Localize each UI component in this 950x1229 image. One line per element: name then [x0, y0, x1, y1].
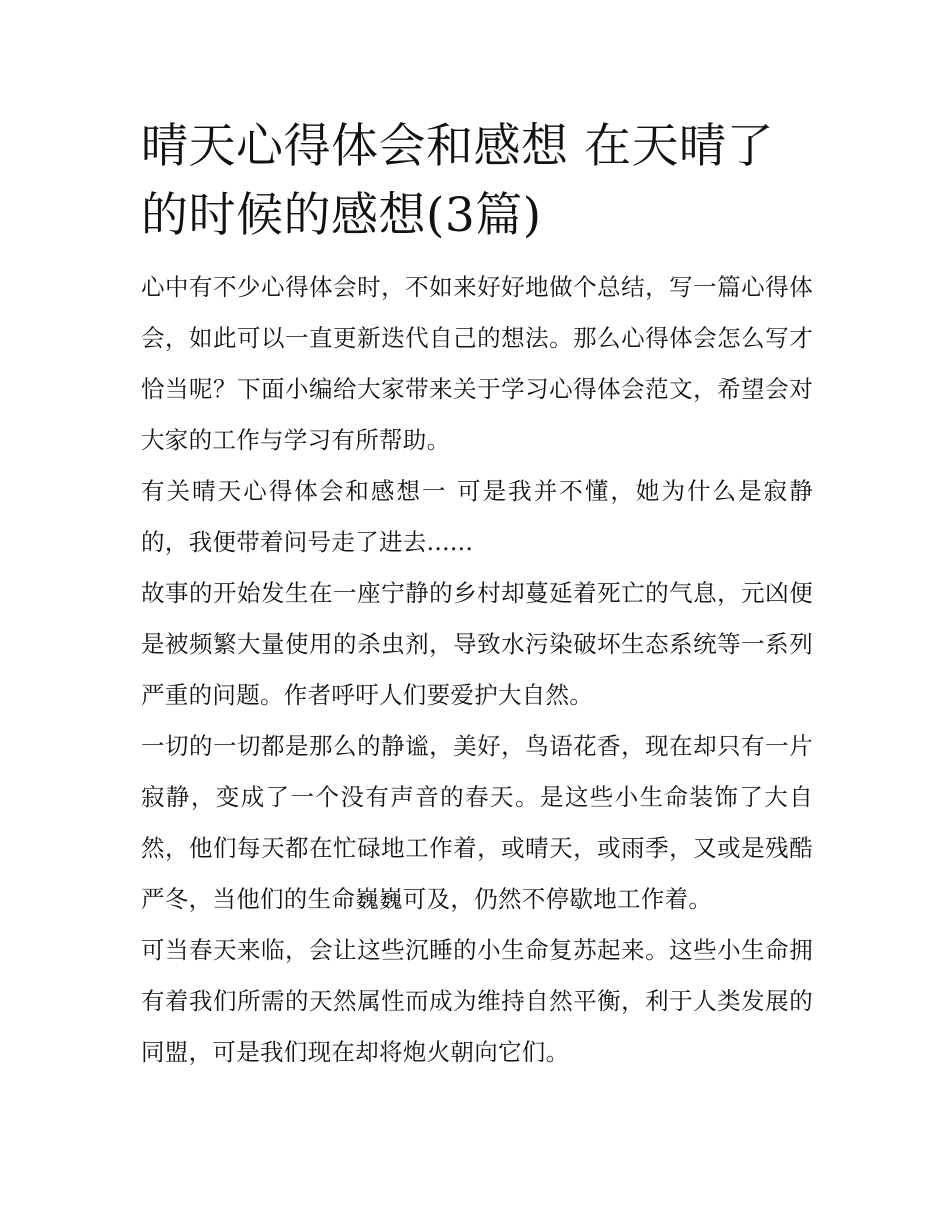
paragraph-spring: 可当春天来临，会让这些沉睡的小生命复苏起来。这些小生命拥有着我们所需的天然属性而成为维持自然平衡，利于人类发展的同盟，可是我们现在却将炮火朝向它们。 — [141, 936, 813, 1066]
document-title: 晴天心得体会和感想 在天晴了的时候的感想(3篇) — [141, 119, 774, 243]
document-page — [141, 112, 813, 1078]
paragraph-intro: 心中有不少心得体会时，不如来好好地做个总结，写一篇心得体会，如此可以一直更新迭代自己的想法。那么心得体会怎么写才恰当呢？下面小编给大家带来关于学习心得体会范文，希望会对大家的工作与学习有所帮助。 — [141, 273, 813, 454]
paragraph-story: 故事的开始发生在一座宁静的乡村却蔓延着死亡的气息，元凶便是被频繁大量使用的杀虫剂，导致水污染破坏生态系统等一系列严重的问题。作者呼吁人们要爱护大自然。 — [141, 579, 813, 709]
paragraph-section-one: 有关晴天心得体会和感想一 可是我并不懂，她为什么是寂静的，我便带着问号走了进去...... — [141, 477, 813, 556]
paragraph-silence: 一切的一切都是那么的静谧，美好，鸟语花香，现在却只有一片寂静，变成了一个没有声音的春天。是这些小生命装饰了大自然，他们每天都在忙碌地工作着，或晴天，或雨季，又或是残酷严冬，当他们的生命巍巍可及，仍然不停歇地工作着。 — [141, 732, 813, 913]
